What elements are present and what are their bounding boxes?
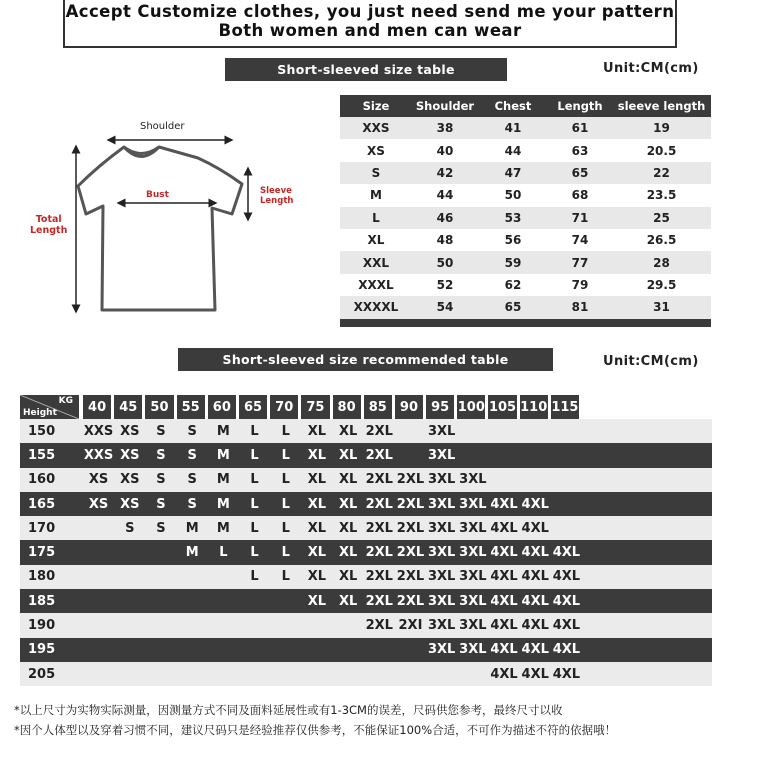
recommended-size-cell: 3XL: [427, 447, 456, 463]
recommended-size-cell: 3XL: [427, 569, 456, 585]
size-table-cell: 22: [653, 165, 670, 180]
recommended-size-cell: 4XL: [490, 642, 518, 658]
recommended-size-cell: XL: [307, 496, 327, 512]
size-table-cell: 68: [571, 188, 589, 203]
recommended-size-cell: M: [216, 496, 230, 512]
recommended-size-cell: 2XL: [365, 472, 393, 488]
size-table-row: [340, 229, 711, 251]
recommended-size-cell: L: [281, 496, 290, 512]
recommended-size-cell: L: [281, 569, 290, 585]
rec-table-row: [20, 565, 712, 589]
recommended-size-cell: L: [250, 569, 259, 585]
size-table-cell: 50: [504, 188, 522, 203]
size-table-cell: 62: [504, 277, 522, 292]
recommended-size-cell: XL: [338, 472, 358, 488]
recommended-size-cell: S: [187, 423, 197, 439]
recommended-size-cell: 2XL: [365, 496, 393, 512]
recommended-size-cell: 4XL: [490, 666, 518, 682]
height-cell: 165: [28, 496, 56, 512]
recommended-size-cell: L: [281, 545, 290, 561]
recommended-size-cell: L: [250, 447, 259, 463]
size-table-unit: Unit:CM(cm): [603, 61, 699, 76]
rec-table-row: [20, 516, 712, 540]
recommended-size-cell: 3XL: [459, 618, 487, 634]
weight-header-cell: 65: [239, 395, 267, 419]
size-table-cell: 42: [436, 165, 454, 180]
height-cell: 195: [28, 642, 56, 658]
size-table-cell: 38: [436, 121, 454, 136]
recommended-size-cell: XS: [120, 447, 140, 463]
size-table-row: [340, 251, 711, 273]
size-table-body: [340, 117, 711, 319]
recommended-size-cell: 4XL: [552, 569, 581, 585]
weight-header-cell: 50: [145, 395, 173, 419]
recommended-size-cell: XXS: [83, 447, 114, 463]
recommended-size-cell: M: [216, 447, 230, 463]
recommended-size-cell: 2XL: [365, 423, 393, 439]
weight-header-cell: 85: [364, 395, 392, 419]
size-table-cell: 28: [653, 255, 670, 270]
recommended-size-cell: 3XL: [459, 593, 487, 609]
recommended-size-cell: XL: [307, 447, 327, 463]
size-table-cell: 63: [571, 143, 589, 158]
sleeve-label-line2: Length: [260, 196, 294, 206]
recommended-size-cell: 3XL: [427, 593, 456, 609]
recommended-size-cell: 2XL: [365, 545, 393, 561]
recommended-size-cell: M: [185, 520, 199, 536]
tshirt-diagram: [20, 110, 320, 320]
weight-header-cell: 40: [83, 395, 111, 419]
size-table-cell: M: [370, 188, 382, 203]
recommended-size-cell: 4XL: [521, 593, 549, 609]
size-table-cell: XL: [367, 233, 385, 248]
size-table-cell: 29.5: [646, 277, 677, 292]
size-table-cell: 53: [504, 210, 522, 225]
recommended-size-cell: XL: [307, 423, 327, 439]
height-cell: 160: [28, 472, 56, 488]
height-cell: 205: [28, 666, 56, 682]
total-length-label: [30, 214, 67, 236]
weight-header-cell: 60: [208, 395, 236, 419]
size-table-header-cell: Shoulder: [415, 99, 475, 113]
recommended-size-cell: 3XL: [459, 520, 487, 536]
recommended-size-cell: 4XL: [490, 569, 518, 585]
size-table-cell: XXXL: [358, 277, 394, 292]
sleeve-label-line1: Sleeve: [260, 186, 292, 196]
recommended-size-cell: 4XL: [490, 520, 518, 536]
rec-table-body: [20, 419, 712, 686]
recommended-size-cell: XXS: [83, 423, 114, 439]
recommended-size-cell: 3XL: [459, 472, 487, 488]
recommended-size-cell: 4XL: [521, 618, 549, 634]
rec-table-row: [20, 662, 712, 686]
total-label-line2: Length: [30, 225, 68, 236]
note-line-1: *以上尺寸为实物实际测量，因测量方式不同及面料延展性或有1-3CM的误差，尺码供您参考，最终尺寸以收: [14, 703, 563, 717]
recommended-size-cell: 3XL: [427, 423, 456, 439]
recommended-size-cell: S: [187, 447, 197, 463]
size-table-cell: XS: [367, 143, 385, 158]
weight-header-cell: 110: [520, 395, 548, 419]
rec-table-row: [20, 540, 712, 564]
recommended-size-cell: 2XI: [398, 618, 423, 634]
weight-header-cell: 75: [301, 395, 329, 419]
recommended-size-cell: 3XL: [427, 520, 456, 536]
recommended-size-cell: 4XL: [521, 520, 549, 536]
size-table-cell: 79: [571, 277, 589, 292]
recommended-size-cell: 4XL: [552, 618, 581, 634]
size-table-row: [340, 274, 711, 296]
height-cell: 185: [28, 593, 56, 609]
recommended-size-cell: XL: [338, 520, 358, 536]
rec-table-header: [20, 395, 712, 419]
recommended-size-cell: XL: [307, 569, 327, 585]
shoulder-label: Shoulder: [140, 121, 185, 132]
weight-header-cell: 55: [177, 395, 205, 419]
recommended-size-cell: 3XL: [427, 545, 456, 561]
recommended-size-cell: 2XL: [396, 520, 425, 536]
size-table-cell: 40: [436, 143, 454, 158]
recommended-size-cell: S: [156, 496, 166, 512]
size-table-cell: 71: [571, 210, 589, 225]
rec-table-row: [20, 613, 712, 637]
recommended-size-cell: 4XL: [490, 545, 518, 561]
size-table-cell: 77: [571, 255, 589, 270]
size-table-cell: S: [371, 165, 381, 180]
recommended-size-cell: L: [219, 545, 228, 561]
recommended-size-cell: S: [156, 472, 166, 488]
recommended-size-cell: 4XL: [521, 569, 549, 585]
size-table-cell: 26.5: [646, 233, 677, 248]
recommended-size-cell: L: [250, 545, 259, 561]
recommended-size-cell: 4XL: [552, 666, 581, 682]
height-cell: 180: [28, 569, 56, 585]
size-table-cell: 41: [504, 121, 522, 136]
bust-label: Bust: [146, 190, 169, 200]
size-table-header-cell: sleeve length: [617, 99, 706, 113]
recommended-size-table: [20, 395, 712, 686]
size-table-cell: 44: [436, 188, 454, 203]
size-table-cell: 65: [571, 165, 589, 180]
recommended-size-cell: XL: [338, 496, 358, 512]
size-table-cell: L: [372, 210, 380, 225]
recommended-size-cell: 4XL: [521, 496, 549, 512]
size-table-cell: 59: [504, 255, 522, 270]
size-table-cell: 19: [653, 121, 670, 136]
size-table-row: [340, 117, 711, 139]
recommended-size-cell: XL: [338, 423, 358, 439]
recommended-size-cell: 4XL: [552, 545, 581, 561]
recommended-size-cell: S: [156, 520, 166, 536]
recommended-size-cell: 2XL: [396, 545, 425, 561]
recommended-size-cell: XL: [338, 545, 358, 561]
size-table-cell: 20.5: [646, 143, 677, 158]
recommended-size-cell: XS: [88, 496, 109, 512]
size-table-row: [340, 296, 711, 318]
recommended-size-cell: 4XL: [552, 642, 581, 658]
height-cell: 150: [28, 423, 56, 439]
recommended-size-cell: M: [216, 423, 230, 439]
recommended-size-cell: 4XL: [490, 496, 518, 512]
note-line-2: *因个人体型以及穿着习惯不同，建议尺码只是经验推荐仅供参考，不能保证100%合适，不可作为描述不符的依据哦！: [14, 723, 617, 737]
weight-header-cell: 115: [551, 395, 579, 419]
size-table-cell: 56: [504, 233, 522, 248]
size-table-cell: 31: [653, 300, 670, 315]
height-cell: 175: [28, 545, 56, 561]
size-table-row: [340, 184, 711, 206]
size-table-cell: 46: [436, 210, 454, 225]
recommended-size-cell: 3XL: [427, 642, 456, 658]
size-table-footer-bar: [340, 319, 711, 327]
size-table-cell: 74: [571, 233, 589, 248]
recommended-size-cell: 2XL: [396, 593, 425, 609]
recommended-size-cell: XL: [338, 569, 358, 585]
rec-table-row: [20, 443, 712, 467]
rec-table-row: [20, 589, 712, 613]
total-label-line1: Total: [35, 214, 62, 225]
recommended-size-cell: S: [125, 520, 135, 536]
recommended-size-cell: 4XL: [490, 593, 518, 609]
size-table-cell: 61: [571, 121, 589, 136]
recommended-size-cell: L: [281, 472, 290, 488]
recommended-size-cell: S: [156, 423, 166, 439]
recommended-size-cell: 3XL: [427, 618, 456, 634]
weight-header-cell: 95: [426, 395, 454, 419]
recommended-size-cell: 4XL: [552, 593, 581, 609]
rec-table-unit: Unit:CM(cm): [603, 354, 699, 369]
height-cell: 190: [28, 618, 56, 634]
banner-line-1: Accept Customize clothes, you just need send me your pattern: [65, 2, 675, 21]
size-table-title: Short-sleeved size table: [225, 58, 507, 81]
size-table-header-cell: Chest: [494, 99, 532, 113]
rec-table-row: [20, 419, 712, 443]
recommended-size-cell: L: [281, 447, 290, 463]
size-table-row: [340, 162, 711, 184]
recommended-size-cell: XS: [88, 472, 109, 488]
recommended-size-cell: S: [187, 496, 197, 512]
sleeve-length-label: [260, 186, 293, 206]
corner-kg-label: KG: [58, 396, 73, 406]
recommended-size-cell: 2XL: [365, 447, 393, 463]
recommended-size-cell: L: [250, 423, 259, 439]
height-cell: 170: [28, 520, 56, 536]
weight-header-cell: 100: [457, 395, 485, 419]
recommended-size-cell: XL: [338, 593, 358, 609]
weight-header-cell: 70: [270, 395, 298, 419]
recommended-size-cell: L: [250, 520, 259, 536]
size-table-header-cell: Size: [362, 99, 390, 113]
recommended-size-cell: XL: [307, 472, 327, 488]
size-table-cell: 48: [436, 233, 454, 248]
recommended-size-cell: XS: [120, 472, 140, 488]
size-table-cell: 25: [653, 210, 670, 225]
recommended-size-cell: XL: [307, 545, 327, 561]
weight-header-cell: 45: [114, 395, 142, 419]
recommended-size-cell: M: [216, 472, 230, 488]
recommended-size-cell: S: [156, 447, 166, 463]
recommended-size-cell: L: [250, 496, 259, 512]
recommended-size-cell: 2XL: [365, 520, 393, 536]
size-table-row: [340, 207, 711, 229]
header-banner: [63, 0, 677, 48]
size-table-cell: 50: [436, 255, 454, 270]
rec-table-row: [20, 638, 712, 662]
size-table-header-cell: Length: [557, 99, 603, 113]
size-table-cell: XXL: [362, 255, 390, 270]
recommended-size-cell: 2XL: [365, 618, 393, 634]
recommended-size-cell: XS: [120, 496, 140, 512]
size-table-cell: XXXXL: [353, 300, 399, 315]
size-table-cell: 65: [504, 300, 522, 315]
recommended-size-cell: 2XL: [396, 472, 425, 488]
size-table-cell: 81: [571, 300, 589, 315]
size-table-row: [340, 139, 711, 161]
corner-height-label: Height: [23, 408, 57, 418]
recommended-size-cell: 3XL: [459, 569, 487, 585]
height-cell: 155: [28, 447, 56, 463]
rec-table-corner: [20, 395, 79, 419]
rec-table-title: Short-sleeved size recommended table: [178, 348, 553, 371]
size-table: [340, 95, 711, 327]
recommended-size-cell: 3XL: [459, 642, 487, 658]
rec-table-row: [20, 468, 712, 492]
recommended-size-cell: 3XL: [459, 496, 487, 512]
recommended-size-cell: 4XL: [490, 618, 518, 634]
size-table-header: [340, 95, 711, 117]
recommended-size-cell: L: [250, 472, 259, 488]
recommended-size-cell: 2XL: [365, 569, 393, 585]
size-table-cell: 47: [504, 165, 522, 180]
recommended-size-cell: XS: [120, 423, 140, 439]
recommended-size-cell: M: [185, 545, 199, 561]
size-table-cell: 54: [436, 300, 454, 315]
recommended-size-cell: L: [281, 423, 290, 439]
recommended-size-cell: 2XL: [396, 569, 425, 585]
size-table-cell: XXS: [362, 121, 390, 136]
recommended-size-cell: 2XL: [365, 593, 393, 609]
recommended-size-cell: 3XL: [459, 545, 487, 561]
weight-header-cell: 105: [488, 395, 516, 419]
rec-table-row: [20, 492, 712, 516]
recommended-size-cell: M: [216, 520, 230, 536]
recommended-size-cell: 2XL: [396, 496, 425, 512]
size-table-cell: 23.5: [646, 188, 677, 203]
recommended-size-cell: 4XL: [521, 642, 549, 658]
recommended-size-cell: S: [187, 472, 197, 488]
recommended-size-cell: L: [281, 520, 290, 536]
size-table-cell: 52: [436, 277, 454, 292]
recommended-size-cell: 3XL: [427, 472, 456, 488]
weight-header-cell: 80: [333, 395, 361, 419]
recommended-size-cell: XL: [338, 447, 358, 463]
size-table-cell: 44: [504, 143, 522, 158]
recommended-size-cell: 4XL: [521, 545, 549, 561]
banner-line-2: Both women and men can wear: [218, 21, 522, 40]
recommended-size-cell: 4XL: [521, 666, 549, 682]
weight-header-cell: 90: [395, 395, 423, 419]
recommended-size-cell: 3XL: [427, 496, 456, 512]
recommended-size-cell: XL: [307, 520, 327, 536]
recommended-size-cell: XL: [307, 593, 327, 609]
